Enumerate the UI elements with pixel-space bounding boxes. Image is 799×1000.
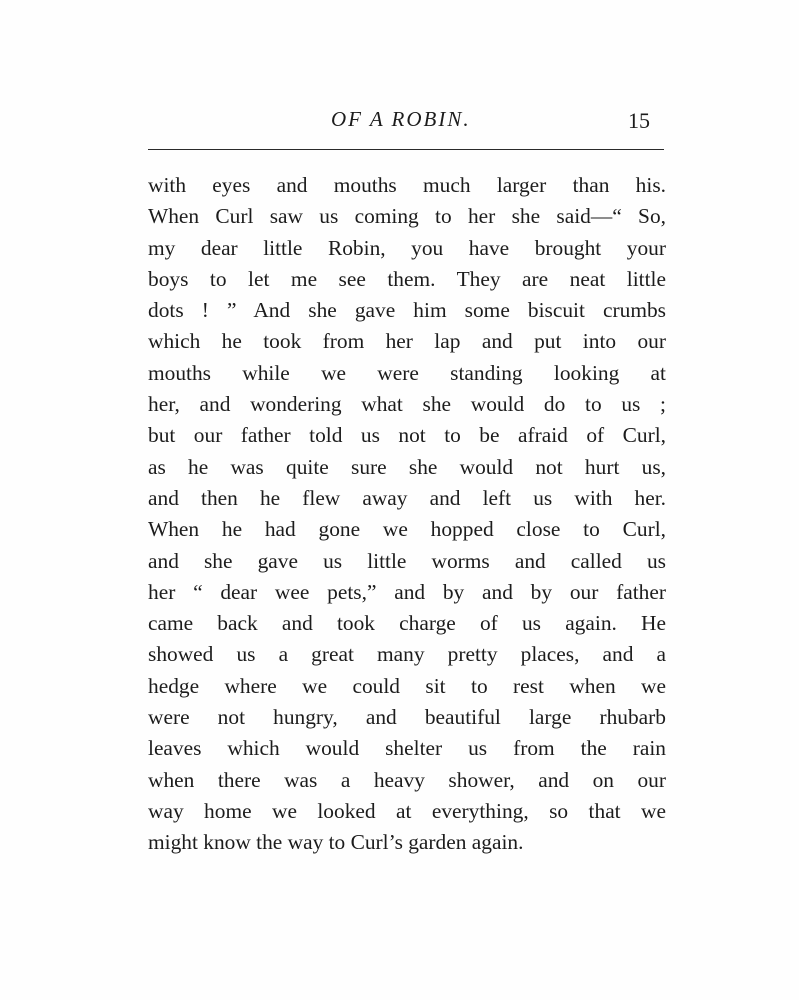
text-line: but our father told us not to be afraid of Curl, (148, 423, 666, 448)
text-line: way home we looked at everything, so that we (148, 798, 666, 823)
running-head (0, 104, 799, 134)
text-line: boys to let me see them. They are neat little (148, 266, 666, 291)
text-line: came back and took charge of us again. He (148, 611, 666, 636)
text-line: dots ! ” And she gave him some biscuit crumbs (148, 298, 666, 323)
text-line: mouths while we were standing looking at (148, 360, 666, 385)
text-line: When Curl saw us coming to her she said—“ So, (148, 204, 666, 229)
running-title: OF A ROBIN. (331, 107, 471, 131)
text-line: hedge where we could sit to rest when we (148, 673, 666, 698)
text-line: were not hungry, and beautiful large rhubarb (148, 705, 666, 730)
text-line: and she gave us little worms and called us (148, 548, 666, 573)
text-line: her, and wondering what she would do to us ; (148, 392, 666, 417)
text-line: and then he flew away and left us with her. (148, 485, 666, 510)
text-line: which he took from her lap and put into our (148, 329, 666, 354)
text-line: showed us a great many pretty places, and a (148, 642, 666, 667)
text-line: when there was a heavy shower, and on our (148, 767, 666, 792)
text-line: with eyes and mouths much larger than his. (148, 173, 666, 197)
text-line: her “ dear wee pets,” and by and by our father (148, 579, 666, 604)
text-line: might know the way to Curl’s garden again. (148, 830, 524, 855)
text-line: leaves which would shelter us from the rain (148, 736, 666, 761)
page-number: 15 (628, 108, 650, 133)
body-text (148, 170, 666, 859)
text-line: When he had gone we hopped close to Curl, (148, 517, 666, 542)
header-rule (148, 149, 664, 150)
text-line: as he was quite sure she would not hurt us, (148, 454, 666, 479)
text-line: my dear little Robin, you have brought your (148, 235, 666, 260)
